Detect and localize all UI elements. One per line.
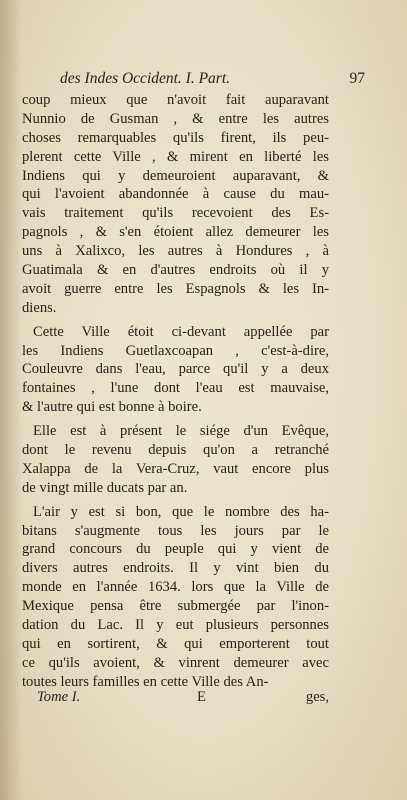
text-line: L'air y est si bon, que le nombre des ha- [33, 503, 329, 520]
running-head [60, 70, 377, 90]
text-line: Elle est à présent le siége d'un Evêque, [33, 423, 329, 440]
text-line: avoit guerre entre les Espagnols & les In- [22, 280, 329, 297]
text-line: divers autres endroits. Il y vint bien du [22, 560, 329, 577]
signature-mark: E [197, 689, 206, 705]
catchword: ges, [305, 689, 329, 705]
text-line: ce qu'ils avoient, & vinrent demeurer avec [22, 654, 329, 671]
text-line: dation du Lac. Il y eut plusieurs personnes [22, 617, 329, 634]
text-line: bitans s'augmente tous les jours par le [22, 522, 329, 539]
text-line: fontaines , l'une dont l'eau est mauvaise, [22, 380, 329, 397]
paragraph [22, 91, 329, 318]
text-line: qui en sortirent, & qui emporterent tout [22, 635, 329, 652]
text-line: uns à Xalixco, les autres à Hondures , à [22, 243, 329, 260]
text-line: pagnols , & s'en étoient allez demeurer les [22, 224, 329, 241]
paragraph [22, 422, 329, 498]
text-line: choses remarquables qu'ils firent, ils peu- [22, 129, 329, 146]
text-line: Guatimala & en d'autres endroits où il y [22, 262, 329, 279]
text-line: Mexique pensa être submergée par l'inon- [22, 598, 329, 615]
text-line: vais traitement qu'ils recevoient des Es- [22, 205, 329, 222]
text-line: grand concours du peuple qui y vient de [22, 541, 329, 558]
running-head-title: des Indes Occident. I. Part. [60, 70, 231, 87]
text-line: Xalappa de la Vera-Cruz, vaut encore plus [22, 460, 329, 477]
text-line: qui l'avoient abandonnée à cause du mau- [22, 186, 329, 203]
page-footer [37, 689, 329, 709]
text-line: toutes leurs familles en cette Ville des An- [22, 673, 269, 690]
text-line: & l'autre qui est bonne à boire. [22, 399, 202, 416]
text-line: dont le revenu depuis qu'on a retranché [22, 442, 329, 459]
text-line: de vingt mille ducats par an. [22, 479, 188, 496]
body-text [22, 91, 329, 692]
volume-label: Tome I. [37, 689, 81, 705]
text-line: Cette Ville étoit ci-devant appellée par [33, 323, 329, 340]
text-line: Indiens qui y demeuroient auparavant, & [22, 167, 329, 184]
text-line: plerent cette Ville , & mirent en liberté les [22, 148, 329, 165]
text-line: Nunnio de Gusman , & entre les autres [22, 110, 329, 127]
paragraph [22, 323, 329, 417]
text-line: Couleuvre dans l'eau, parce qu'il y a deux [22, 361, 329, 378]
page-number: 97 [349, 70, 365, 87]
text-line: coup mieux que n'avoit fait auparavant [22, 92, 329, 108]
text-line: monde en l'année 1634. lors que la Ville de [22, 579, 329, 596]
text-line: les Indiens Guetlaxcoapan , c'est-à-dire, [22, 342, 329, 359]
gutter-shadow [0, 0, 22, 800]
text-line: diens. [22, 299, 57, 316]
paragraph [22, 503, 329, 692]
